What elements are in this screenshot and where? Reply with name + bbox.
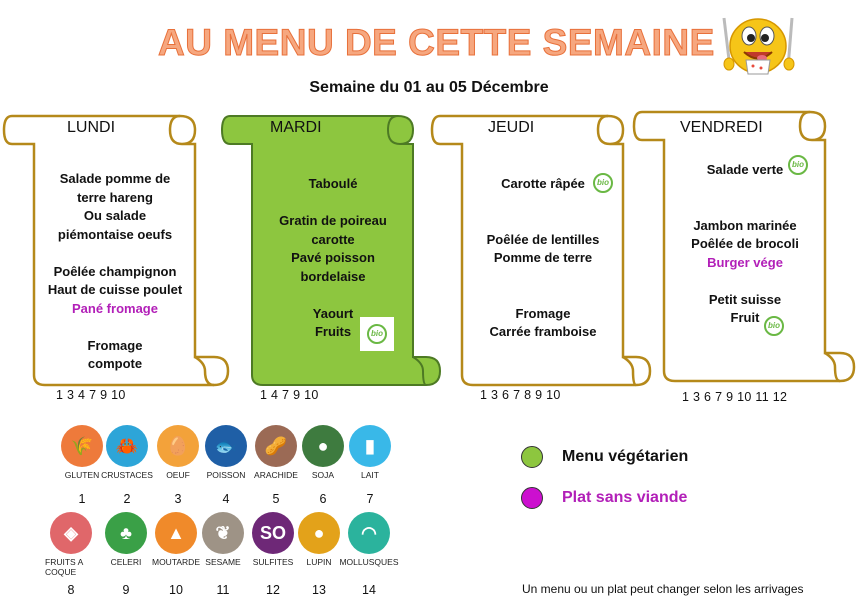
allergen-label: CRUSTACES bbox=[101, 470, 153, 480]
menu-line: Haut de cuisse poulet bbox=[47, 282, 183, 297]
allergen-fruits-a-coque bbox=[41, 512, 101, 597]
menu-line: Pavé poisson bbox=[291, 250, 375, 265]
fish-icon: 🐟 bbox=[205, 425, 247, 467]
allergen-number: 10 bbox=[169, 583, 183, 597]
menu-line: Gratin de poireau bbox=[279, 213, 387, 228]
allergen-label: MOLLUSQUES bbox=[339, 557, 399, 567]
vegetarian-dot bbox=[521, 446, 543, 468]
day-card-lundi bbox=[0, 113, 230, 388]
spacer bbox=[34, 244, 196, 263]
allergen-number: 11 bbox=[216, 583, 230, 597]
sulfite-icon: SO bbox=[252, 512, 294, 554]
allergen-number: 4 bbox=[222, 492, 230, 506]
egg-icon: 🥚 bbox=[157, 425, 199, 467]
celery-icon: ♣ bbox=[105, 512, 147, 554]
allergen-codes-vendredi: 1 3 6 7 9 10 11 12 bbox=[682, 390, 788, 404]
vegetarian-legend: Menu végétarien bbox=[562, 448, 689, 465]
menu-lundi bbox=[34, 170, 196, 374]
bio-badge-icon: bio bbox=[764, 316, 784, 336]
day-name: VENDREDI bbox=[680, 119, 763, 136]
spacer bbox=[462, 194, 624, 213]
allergen-lait bbox=[340, 425, 400, 506]
meatless-legend: Plat sans viande bbox=[562, 489, 688, 506]
spacer bbox=[462, 286, 624, 305]
menu-line: Ou salade bbox=[83, 208, 147, 223]
menu-line-meatless: Pané fromage bbox=[72, 300, 158, 316]
spacer bbox=[664, 180, 826, 199]
allergen-codes-mardi: 1 4 7 9 10 bbox=[260, 388, 319, 402]
allergen-label: SULFITES bbox=[252, 557, 294, 567]
allergen-label: MOUTARDE bbox=[151, 557, 200, 567]
allergen-label: SOJA bbox=[311, 470, 335, 480]
menu-line: Carotte râpée bbox=[501, 176, 585, 191]
day-card-jeudi bbox=[428, 113, 658, 388]
allergen-number: 14 bbox=[362, 583, 376, 597]
allergen-number: 13 bbox=[312, 583, 326, 597]
menu-line: terre hareng bbox=[77, 189, 153, 205]
menu-vendredi bbox=[664, 161, 826, 328]
footnote: Un menu ou un plat peut changer selon les arrivages bbox=[522, 582, 804, 596]
bio-badge-icon: bio bbox=[593, 173, 613, 193]
menu-line: Fruit bbox=[730, 310, 760, 325]
allergen-label: CELERI bbox=[110, 557, 142, 567]
allergen-label: GLUTEN bbox=[64, 470, 100, 480]
allergen-number: 1 bbox=[78, 492, 86, 506]
peanut-icon: 🥜 bbox=[255, 425, 297, 467]
allergen-label: ARACHIDE bbox=[254, 470, 298, 480]
day-card-mardi bbox=[218, 113, 448, 388]
allergen-number: 5 bbox=[272, 492, 280, 506]
menu-line: Yaourt bbox=[312, 305, 354, 321]
menu-line: bordelaise bbox=[300, 268, 366, 284]
mustard-icon: ▲ bbox=[155, 512, 197, 554]
allergen-codes-jeudi: 1 3 6 7 8 9 10 bbox=[480, 388, 561, 402]
allergen-label: SESAME bbox=[205, 557, 241, 567]
allergen-label: OEUF bbox=[166, 470, 190, 480]
milk-icon: ▮ bbox=[349, 425, 391, 467]
menu-line: Carrée framboise bbox=[489, 324, 597, 339]
allergen-mollusques bbox=[339, 512, 399, 597]
week-subtitle: Semaine du 01 au 05 Décembre bbox=[309, 79, 549, 96]
menu-line: carotte bbox=[311, 231, 355, 247]
spacer bbox=[462, 268, 624, 287]
allergen-label: POISSON bbox=[206, 470, 246, 480]
lupin-icon: ● bbox=[298, 512, 340, 554]
menu-line: Fromage bbox=[515, 305, 571, 321]
menu-line: piémontaise oeufs bbox=[57, 226, 173, 242]
spacer bbox=[252, 194, 414, 213]
allergen-label: FRUITS A COQUE bbox=[45, 557, 84, 577]
menu-line: Pomme de terre bbox=[493, 250, 593, 265]
menu-line: Jambon marinée bbox=[693, 217, 797, 233]
allergen-label: LUPIN bbox=[306, 557, 332, 567]
bio-badge-icon: bio bbox=[788, 155, 808, 175]
wheat-icon: 🌾 bbox=[61, 425, 103, 467]
smiley-chef-icon bbox=[716, 10, 800, 78]
day-card-vendredi bbox=[630, 109, 860, 384]
menu-line: Taboulé bbox=[308, 176, 358, 191]
allergen-number: 12 bbox=[266, 583, 280, 597]
menu-line: Petit suisse bbox=[708, 291, 782, 307]
allergen-number: 2 bbox=[123, 492, 131, 506]
shell-icon: ◠ bbox=[348, 512, 390, 554]
spacer bbox=[252, 286, 414, 305]
menu-line: Salade verte bbox=[706, 162, 784, 177]
menu-line: Salade pomme de bbox=[59, 171, 171, 186]
crab-icon: 🦀 bbox=[106, 425, 148, 467]
menu-line: Fromage bbox=[87, 337, 143, 353]
soy-icon: ● bbox=[302, 425, 344, 467]
allergen-label: LAIT bbox=[361, 470, 379, 480]
meatless-dot bbox=[521, 487, 543, 509]
sesame-icon: ❦ bbox=[202, 512, 244, 554]
allergen-number: 6 bbox=[319, 492, 327, 506]
allergen-codes-lundi: 1 3 4 7 9 10 bbox=[56, 388, 126, 402]
spacer bbox=[34, 318, 196, 337]
menu-line: Poêlée de brocoli bbox=[691, 236, 799, 251]
menu-line: Fruits bbox=[314, 324, 352, 339]
spacer bbox=[462, 212, 624, 231]
bio-badge-icon: bio bbox=[367, 324, 387, 344]
spacer bbox=[664, 272, 826, 291]
nut-icon: ◈ bbox=[50, 512, 92, 554]
page-title: AU MENU DE CETTE SEMAINE bbox=[158, 22, 715, 63]
allergen-number: 9 bbox=[122, 583, 130, 597]
day-name: LUNDI bbox=[67, 119, 116, 136]
menu-line-meatless: Burger vége bbox=[707, 254, 783, 270]
menu-jeudi bbox=[462, 175, 624, 342]
day-name: MARDI bbox=[270, 119, 322, 136]
menu-line: Poêlée champignon bbox=[53, 263, 177, 279]
menu-line: compote bbox=[87, 356, 143, 371]
menu-line: Poêlée de lentilles bbox=[486, 231, 600, 247]
allergen-number: 7 bbox=[366, 492, 374, 506]
allergen-number: 8 bbox=[67, 583, 75, 597]
allergen-number: 3 bbox=[174, 492, 182, 506]
spacer bbox=[664, 198, 826, 217]
day-name: JEUDI bbox=[488, 119, 535, 136]
